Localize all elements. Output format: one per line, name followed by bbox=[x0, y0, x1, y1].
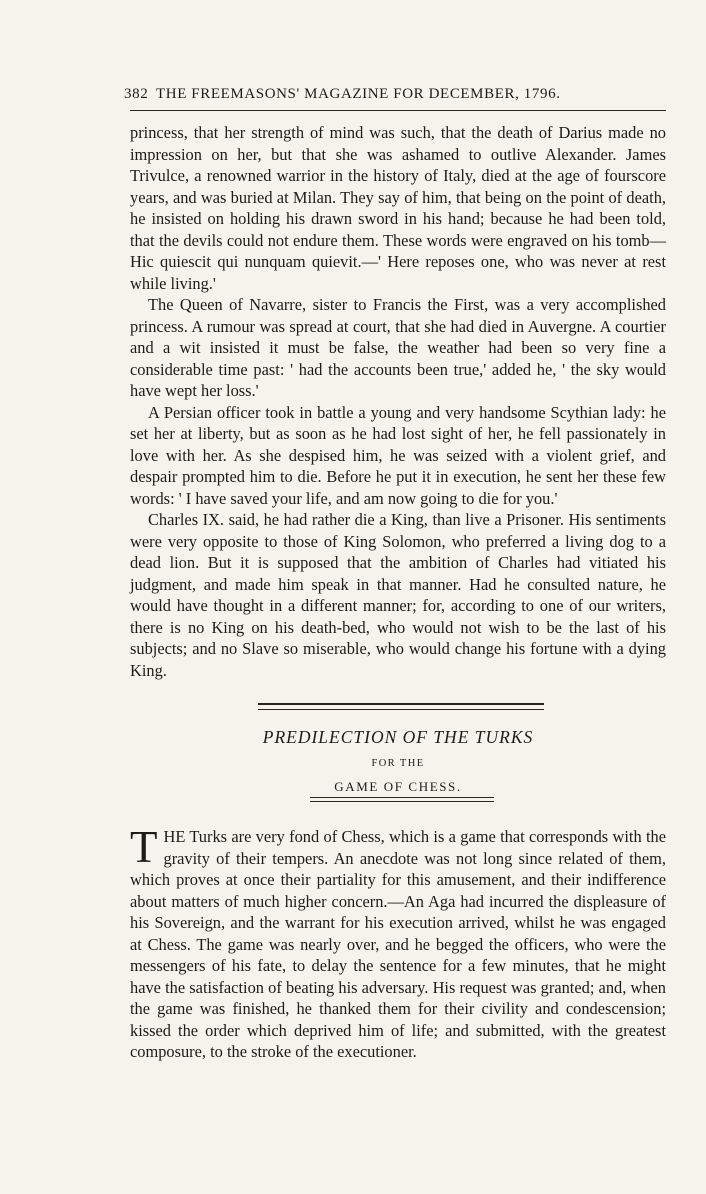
running-header bbox=[124, 86, 654, 103]
paragraph: The Queen of Navarre, sister to Francis the First, was a very accomplished princess. A rumour was spread at court, that she had died in Auvergne. A courtier and a wit insisted it must be false, the weather had been so very fine a considerable time past: ' had the accounts been true,' added he, ' the sky would have wept her loss.' bbox=[130, 295, 666, 400]
paragraph: Charles IX. said, he had rather die a King, than live a Prisoner. His sentiments were very opposite to those of King Solomon, who preferred a living dog to a dead lion. But it is supposed that the ambition of Charles had vitiated his judgment, and made him speak in that manner. Had he consulted nature, he would have thought in a different manner; for, according to one of our writers, there is no King on his death-bed, who would not wish to be the last of his subjects; and no Slave so miserable, who would change his fortune with a dying King. bbox=[130, 510, 666, 680]
paragraph: A Persian officer took in battle a young and very handsome Scythian lady: he set her at liberty, but as soon as he had lost sight of her, he fell passionately in love with her. As she despised him, he was seized with a violent grief, and despair prompted him to die. Before he put it in execution, he sent her these few words: ' I have saved your life, and am now going to die for you.' bbox=[130, 402, 666, 508]
paragraph-text: HE Turks are very fond of Chess, which is a game that corresponds with the gravity of their tempers. An anecdote was not long since related of them, which proves at once their partiality for this amusement, and their indifference about matters of much higher concern.—An Aga had incurred the displeasure of his Sovereign, and the warrant for his execution arrived, whilst he was engaged at Chess. The game was nearly over, and he begged the officers, who were the messengers of his fate, to delay the sentence for a few minutes, that he might have the satisfaction of beating his adversary. His request was granted; and, when the game was finished, he thanked them for their civility and condescension; kissed the order which deprived him of life; and submitted, with the greatest composure, to the stroke of the executioner. bbox=[130, 827, 666, 1061]
article-chess bbox=[130, 822, 666, 1063]
drop-cap: T bbox=[130, 822, 158, 872]
title-underline bbox=[310, 797, 494, 802]
article-anecdotes bbox=[130, 122, 666, 681]
section-divider bbox=[258, 703, 544, 710]
article-title: PREDILECTION OF THE TURKS bbox=[262, 727, 534, 747]
paragraph: princess, that her strength of mind was such, that the death of Darius made no impression on her, but that she was ashamed to outlive Alexander. James Trivulce, a renowned warrior in the history of Italy, died at the age of fourscore years, and was buried at Milan. They say of him, that being on the point of death, he insisted on holding his drawn sword in his hand; because he had been told, that the devils could not endure them. These words were engraved on his tomb—Hic quiescit qui nunquam quievit.—' Here reposes one, who was never at rest while living.' bbox=[130, 123, 666, 293]
paragraph bbox=[130, 822, 666, 1063]
page-number: 382 bbox=[124, 86, 149, 102]
header-rule bbox=[130, 110, 666, 111]
running-title: THE FREEMASONS' MAGAZINE FOR DECEMBER, 1796. bbox=[156, 86, 561, 102]
article-title-connector: FOR THE bbox=[371, 758, 425, 769]
article-subtitle: GAME OF CHESS. bbox=[334, 779, 462, 794]
